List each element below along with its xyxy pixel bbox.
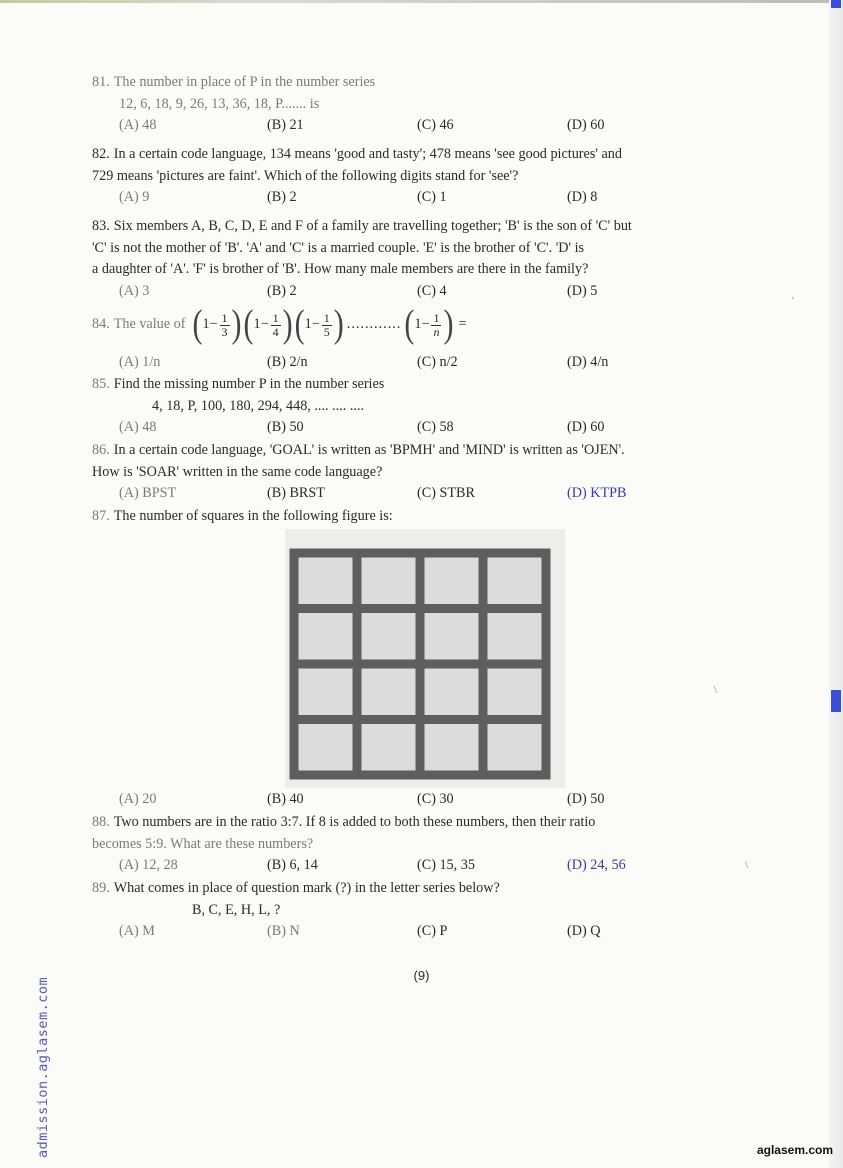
option-b[interactable]: (B) 6, 14: [267, 857, 318, 873]
question-86: [92, 440, 744, 504]
fraction-1-3: $\frac{1}{3}$: [221, 310, 228, 339]
option-d[interactable]: (D) 4/n: [567, 354, 609, 370]
scan-speck: \: [745, 860, 748, 871]
footer-site-name: aglasem.com: [756, 1143, 833, 1157]
right-scan-edge: [829, 0, 843, 1168]
question-text: The value of: [113, 316, 186, 333]
factor-2: ( 1 − $\frac{1}{4}$ ): [243, 302, 293, 346]
options-row: [92, 855, 744, 876]
question-text: What comes in place of question mark (?) in the letter series below?: [113, 880, 500, 896]
fraction-1-5: $\frac{1}{5}$: [323, 310, 330, 339]
squares-figure: [285, 529, 565, 788]
option-b[interactable]: (B) 50: [267, 419, 304, 435]
product-expression: [92, 303, 744, 347]
grid-horizontal-line: [290, 660, 551, 669]
factor-n: ( 1 − $\frac{1}{n}$ ): [404, 302, 454, 346]
edge-mark-middle: [831, 690, 841, 712]
option-a[interactable]: (A) 48: [119, 419, 157, 435]
options-row: [92, 352, 744, 373]
option-d[interactable]: (D) 50: [567, 791, 605, 807]
question-number: 84.: [92, 316, 110, 333]
question-number: 86.: [92, 442, 110, 458]
question-number: 88.: [92, 814, 110, 830]
option-c[interactable]: (C) 4: [417, 282, 447, 299]
letter-series: B, C, E, H, L, ?: [192, 901, 281, 918]
question-82: [92, 144, 744, 208]
option-d[interactable]: (D) 5: [567, 282, 598, 299]
options-row: [92, 281, 744, 302]
option-d[interactable]: (D) 60: [567, 419, 605, 435]
option-a[interactable]: (A) M: [119, 923, 155, 939]
option-a[interactable]: (A) 9: [119, 189, 150, 205]
grid-horizontal-line: [290, 715, 551, 724]
question-number: 81.: [92, 74, 110, 90]
option-c[interactable]: (C) 58: [417, 419, 454, 435]
number-series: 12, 6, 18, 9, 26, 13, 36, 18, P....... is: [119, 95, 320, 112]
option-b[interactable]: (B) 2: [267, 282, 297, 299]
number-series: 4, 18, P, 100, 180, 294, 448, .... .... ....: [152, 397, 365, 414]
question-87-options: [92, 789, 744, 810]
question-89: [92, 878, 744, 942]
option-b[interactable]: (B) 21: [267, 117, 304, 133]
options-row: [92, 187, 744, 208]
question-text-line-2: How is 'SOAR' written in the same code language?: [92, 463, 383, 480]
grid-horizontal-line: [290, 604, 551, 613]
option-a[interactable]: (A) BPST: [119, 485, 177, 501]
option-b[interactable]: (B) 40: [267, 791, 304, 807]
question-text-line-1: Six members A, B, C, D, E and F of a family are travelling together; 'B' is the son of 'C' but: [113, 218, 632, 234]
option-d[interactable]: (D) 24, 56: [567, 857, 626, 873]
option-c[interactable]: (C) P: [417, 923, 448, 939]
question-text-line-1: Two numbers are in the ratio 3:7. If 8 is added to both these numbers, then their ratio: [113, 814, 596, 830]
question-text-line-2: becomes 5:9. What are these numbers?: [92, 835, 314, 852]
options-row: [92, 115, 744, 136]
fraction-1-n: $\frac{1}{n}$: [433, 310, 440, 339]
option-c[interactable]: (C) 15, 35: [417, 857, 475, 873]
option-c[interactable]: (C) STBR: [417, 485, 475, 501]
question-text-line-2: 'C' is not the mother of 'B'. 'A' and 'C' is a married couple. 'E' is the brother of 'C'. 'D' is: [92, 239, 585, 256]
option-b[interactable]: (B) BRST: [267, 485, 325, 501]
scan-speck: \: [714, 685, 717, 696]
grid-horizontal-line: [290, 549, 551, 558]
option-b[interactable]: (B) 2/n: [267, 354, 308, 370]
question-81: [92, 72, 744, 136]
question-number: 87.: [92, 508, 110, 524]
option-a[interactable]: (A) 1/n: [119, 354, 161, 370]
question-84: [92, 303, 744, 373]
option-b[interactable]: (B) 2: [267, 189, 297, 205]
options-row: [92, 789, 744, 810]
edge-mark-top: [831, 0, 841, 8]
option-a[interactable]: (A) 20: [119, 791, 157, 807]
question-87: [92, 506, 744, 528]
option-a[interactable]: (A) 3: [119, 282, 150, 299]
top-scan-edge: [0, 0, 843, 3]
grid-horizontal-line: [290, 771, 551, 780]
options-row: [92, 921, 744, 942]
option-d[interactable]: (D) 8: [567, 189, 598, 205]
side-watermark: admission.aglasem.com: [35, 976, 51, 1158]
question-85: [92, 374, 744, 438]
question-text: The number of squares in the following figure is:: [113, 508, 393, 524]
option-d[interactable]: (D) Q: [567, 923, 601, 939]
options-row: [92, 483, 744, 504]
question-83: [92, 216, 744, 302]
question-number: 82.: [92, 146, 110, 162]
question-text: The number in place of P in the number series: [113, 74, 376, 90]
option-c[interactable]: (C) 46: [417, 117, 454, 133]
ellipsis-dots: ............: [346, 316, 402, 333]
option-b[interactable]: (B) N: [267, 923, 300, 939]
option-d[interactable]: (D) 60: [567, 117, 605, 133]
page-number: (9): [413, 968, 430, 983]
question-text-line-1: In a certain code language, 134 means 'good and tasty'; 478 means 'see good pictures' and: [113, 146, 622, 162]
options-row: [92, 417, 744, 438]
question-88: [92, 812, 744, 876]
question-text: Find the missing number P in the number series: [113, 376, 385, 392]
option-a[interactable]: (A) 12, 28: [119, 857, 178, 873]
question-number: 89.: [92, 880, 110, 896]
question-number: 85.: [92, 376, 110, 392]
scan-speck: ': [792, 296, 794, 307]
option-c[interactable]: (C) 30: [417, 791, 454, 807]
option-a[interactable]: (A) 48: [119, 117, 157, 133]
factor-1: ( 1 − $\frac{1}{3}$ ): [192, 302, 242, 346]
grid-4x4-diagram: [285, 529, 565, 788]
option-c[interactable]: (C) n/2: [417, 354, 458, 370]
factor-3: ( 1 − $\frac{1}{5}$ ): [294, 302, 344, 346]
fraction-1-4: $\frac{1}{4}$: [272, 310, 279, 339]
question-text-line-3: a daughter of 'A'. 'F' is brother of 'B'. How many male members are there in the family?: [92, 261, 589, 277]
question-text-line-2: 729 means 'pictures are faint'. Which of the following digits stand for 'see'?: [92, 167, 519, 184]
option-d[interactable]: (D) KTPB: [567, 485, 627, 501]
option-c[interactable]: (C) 1: [417, 189, 447, 205]
question-number: 83.: [92, 218, 110, 234]
equals-sign: =: [458, 316, 467, 333]
question-text-line-1: In a certain code language, 'GOAL' is written as 'BPMH' and 'MIND' is written as 'OJEN'.: [113, 442, 625, 458]
